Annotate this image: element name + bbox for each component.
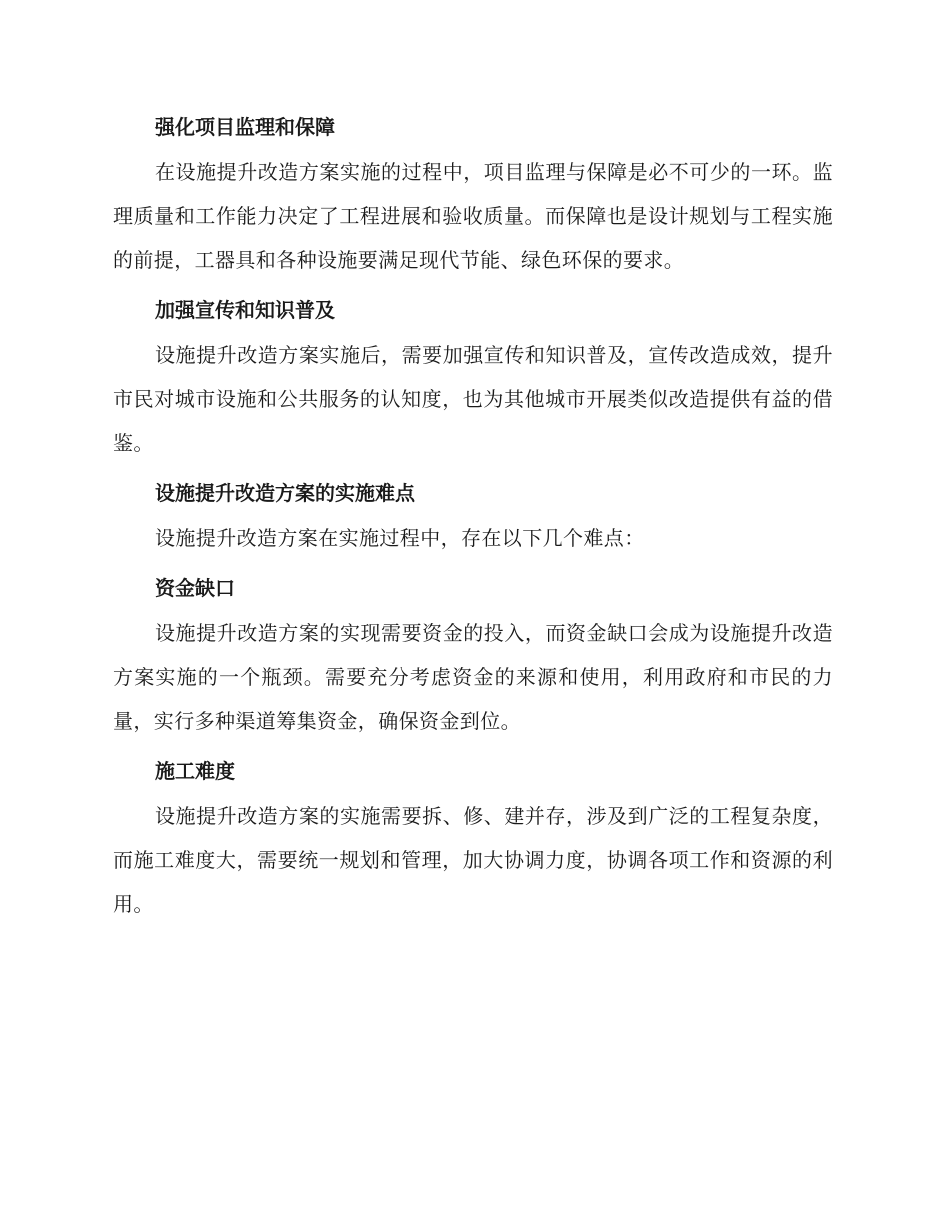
section-heading-publicity: 加强宣传和知识普及: [155, 298, 335, 322]
section-paragraph-construction-difficulty: 设施提升改造方案的实施需要拆、修、建并存，涉及到广泛的工程复杂度，而施工难度大，需要统一规划和管理，加大协调力度，协调各项工作和资源的利用。: [113, 804, 833, 916]
section-paragraph-supervision: 在设施提升改造方案实施的过程中，项目监理与保障是必不可少的一环。监理质量和工作能力决定了工程进展和验收质量。而保障也是设计规划与工程实施的前提，工器具和各种设施要满足现代节能、绿色环保的要求。: [113, 160, 833, 272]
section-heading-funding-gap: 资金缺口: [155, 576, 235, 600]
document-page: [113, 104, 833, 931]
section-paragraph-difficulties: 设施提升改造方案在实施过程中，存在以下几个难点：: [155, 526, 645, 550]
section-paragraph-publicity: 设施提升改造方案实施后，需要加强宣传和知识普及，宣传改造成效，提升市民对城市设施和公共服务的认知度，也为其他城市开展类似改造提供有益的借鉴。: [113, 343, 833, 455]
section-heading-construction-difficulty: 施工难度: [155, 759, 235, 783]
section-heading-supervision: 强化项目监理和保障: [155, 115, 335, 139]
section-heading-difficulties: 设施提升改造方案的实施难点: [155, 481, 415, 505]
section-paragraph-funding-gap: 设施提升改造方案的实现需要资金的投入，而资金缺口会成为设施提升改造方案实施的一个瓶颈。需要充分考虑资金的来源和使用，利用政府和市民的力量，实行多种渠道筹集资金，确保资金到位。: [113, 621, 833, 733]
